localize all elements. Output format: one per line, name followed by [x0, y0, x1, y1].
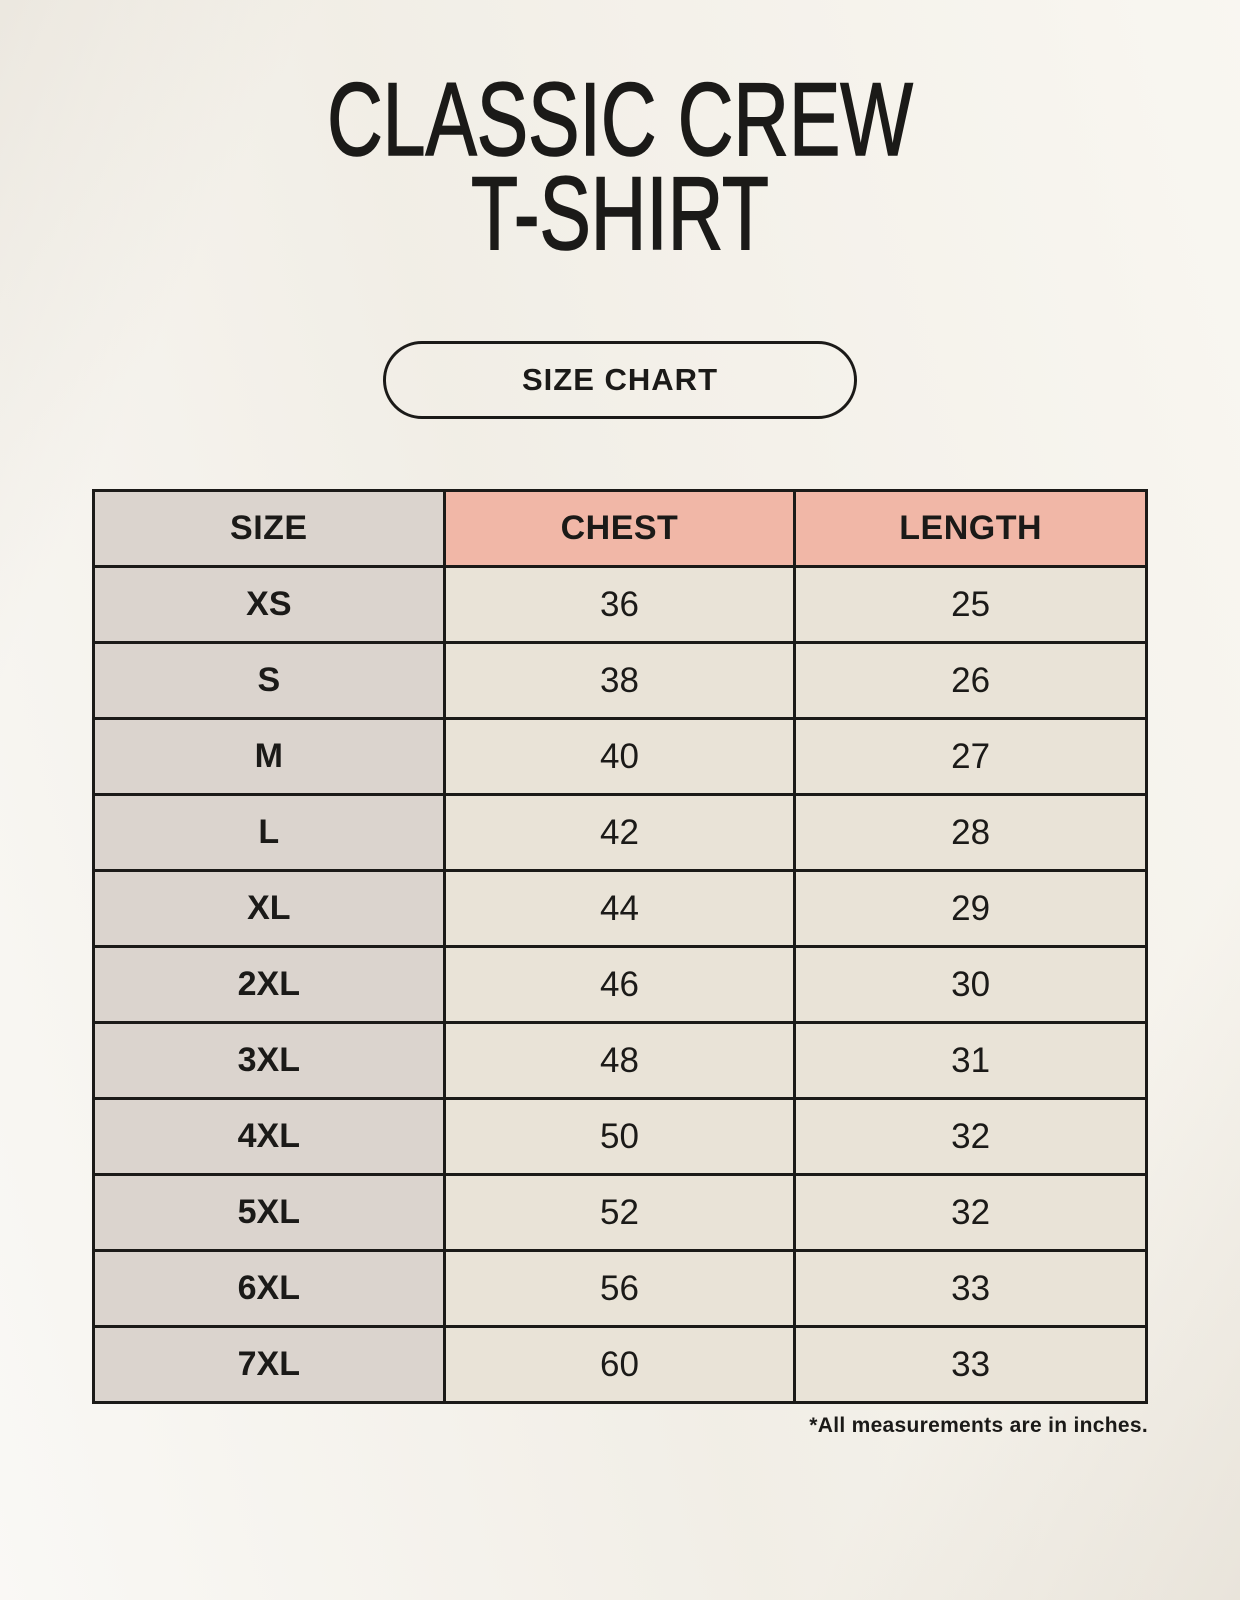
table-row [94, 567, 1147, 643]
size-table-body [94, 567, 1147, 1403]
size-table [92, 489, 1148, 1404]
size-cell: XL [94, 871, 445, 947]
size-cell: 7XL [94, 1327, 445, 1403]
page-title-line2: T-SHIRT [471, 155, 769, 272]
column-header-chest: CHEST [444, 491, 795, 567]
length-cell: 25 [795, 567, 1147, 643]
chest-cell: 40 [444, 719, 795, 795]
chest-cell: 38 [444, 643, 795, 719]
size-cell: 3XL [94, 1023, 445, 1099]
size-chart-button[interactable] [383, 341, 857, 419]
chest-cell: 56 [444, 1251, 795, 1327]
chest-cell: 44 [444, 871, 795, 947]
size-cell: 6XL [94, 1251, 445, 1327]
chest-cell: 60 [444, 1327, 795, 1403]
length-cell: 30 [795, 947, 1147, 1023]
column-header-length: LENGTH [795, 491, 1147, 567]
length-cell: 27 [795, 719, 1147, 795]
table-row [94, 795, 1147, 871]
table-row [94, 643, 1147, 719]
length-cell: 33 [795, 1251, 1147, 1327]
length-cell: 32 [795, 1099, 1147, 1175]
table-row [94, 871, 1147, 947]
measurements-footnote: *All measurements are in inches. [809, 1414, 1148, 1438]
length-cell: 31 [795, 1023, 1147, 1099]
length-cell: 32 [795, 1175, 1147, 1251]
chest-cell: 36 [444, 567, 795, 643]
table-row [94, 1099, 1147, 1175]
length-cell: 29 [795, 871, 1147, 947]
chest-cell: 42 [444, 795, 795, 871]
table-row [94, 1327, 1147, 1403]
size-cell: 5XL [94, 1175, 445, 1251]
chest-cell: 50 [444, 1099, 795, 1175]
length-cell: 28 [795, 795, 1147, 871]
size-cell: L [94, 795, 445, 871]
column-header-size: SIZE [94, 491, 445, 567]
size-cell: M [94, 719, 445, 795]
length-cell: 33 [795, 1327, 1147, 1403]
page-title [161, 0, 1079, 272]
table-row [94, 947, 1147, 1023]
chest-cell: 52 [444, 1175, 795, 1251]
size-chart-button-label: SIZE CHART [522, 362, 718, 398]
length-cell: 26 [795, 643, 1147, 719]
size-cell: XS [94, 567, 445, 643]
page-title-line1: CLASSIC CREW [327, 62, 913, 178]
size-cell: 4XL [94, 1099, 445, 1175]
table-row [94, 1251, 1147, 1327]
size-cell: 2XL [94, 947, 445, 1023]
chest-cell: 46 [444, 947, 795, 1023]
table-row [94, 719, 1147, 795]
size-table-header-row [94, 491, 1147, 567]
chest-cell: 48 [444, 1023, 795, 1099]
table-row [94, 1023, 1147, 1099]
size-cell: S [94, 643, 445, 719]
table-row [94, 1175, 1147, 1251]
